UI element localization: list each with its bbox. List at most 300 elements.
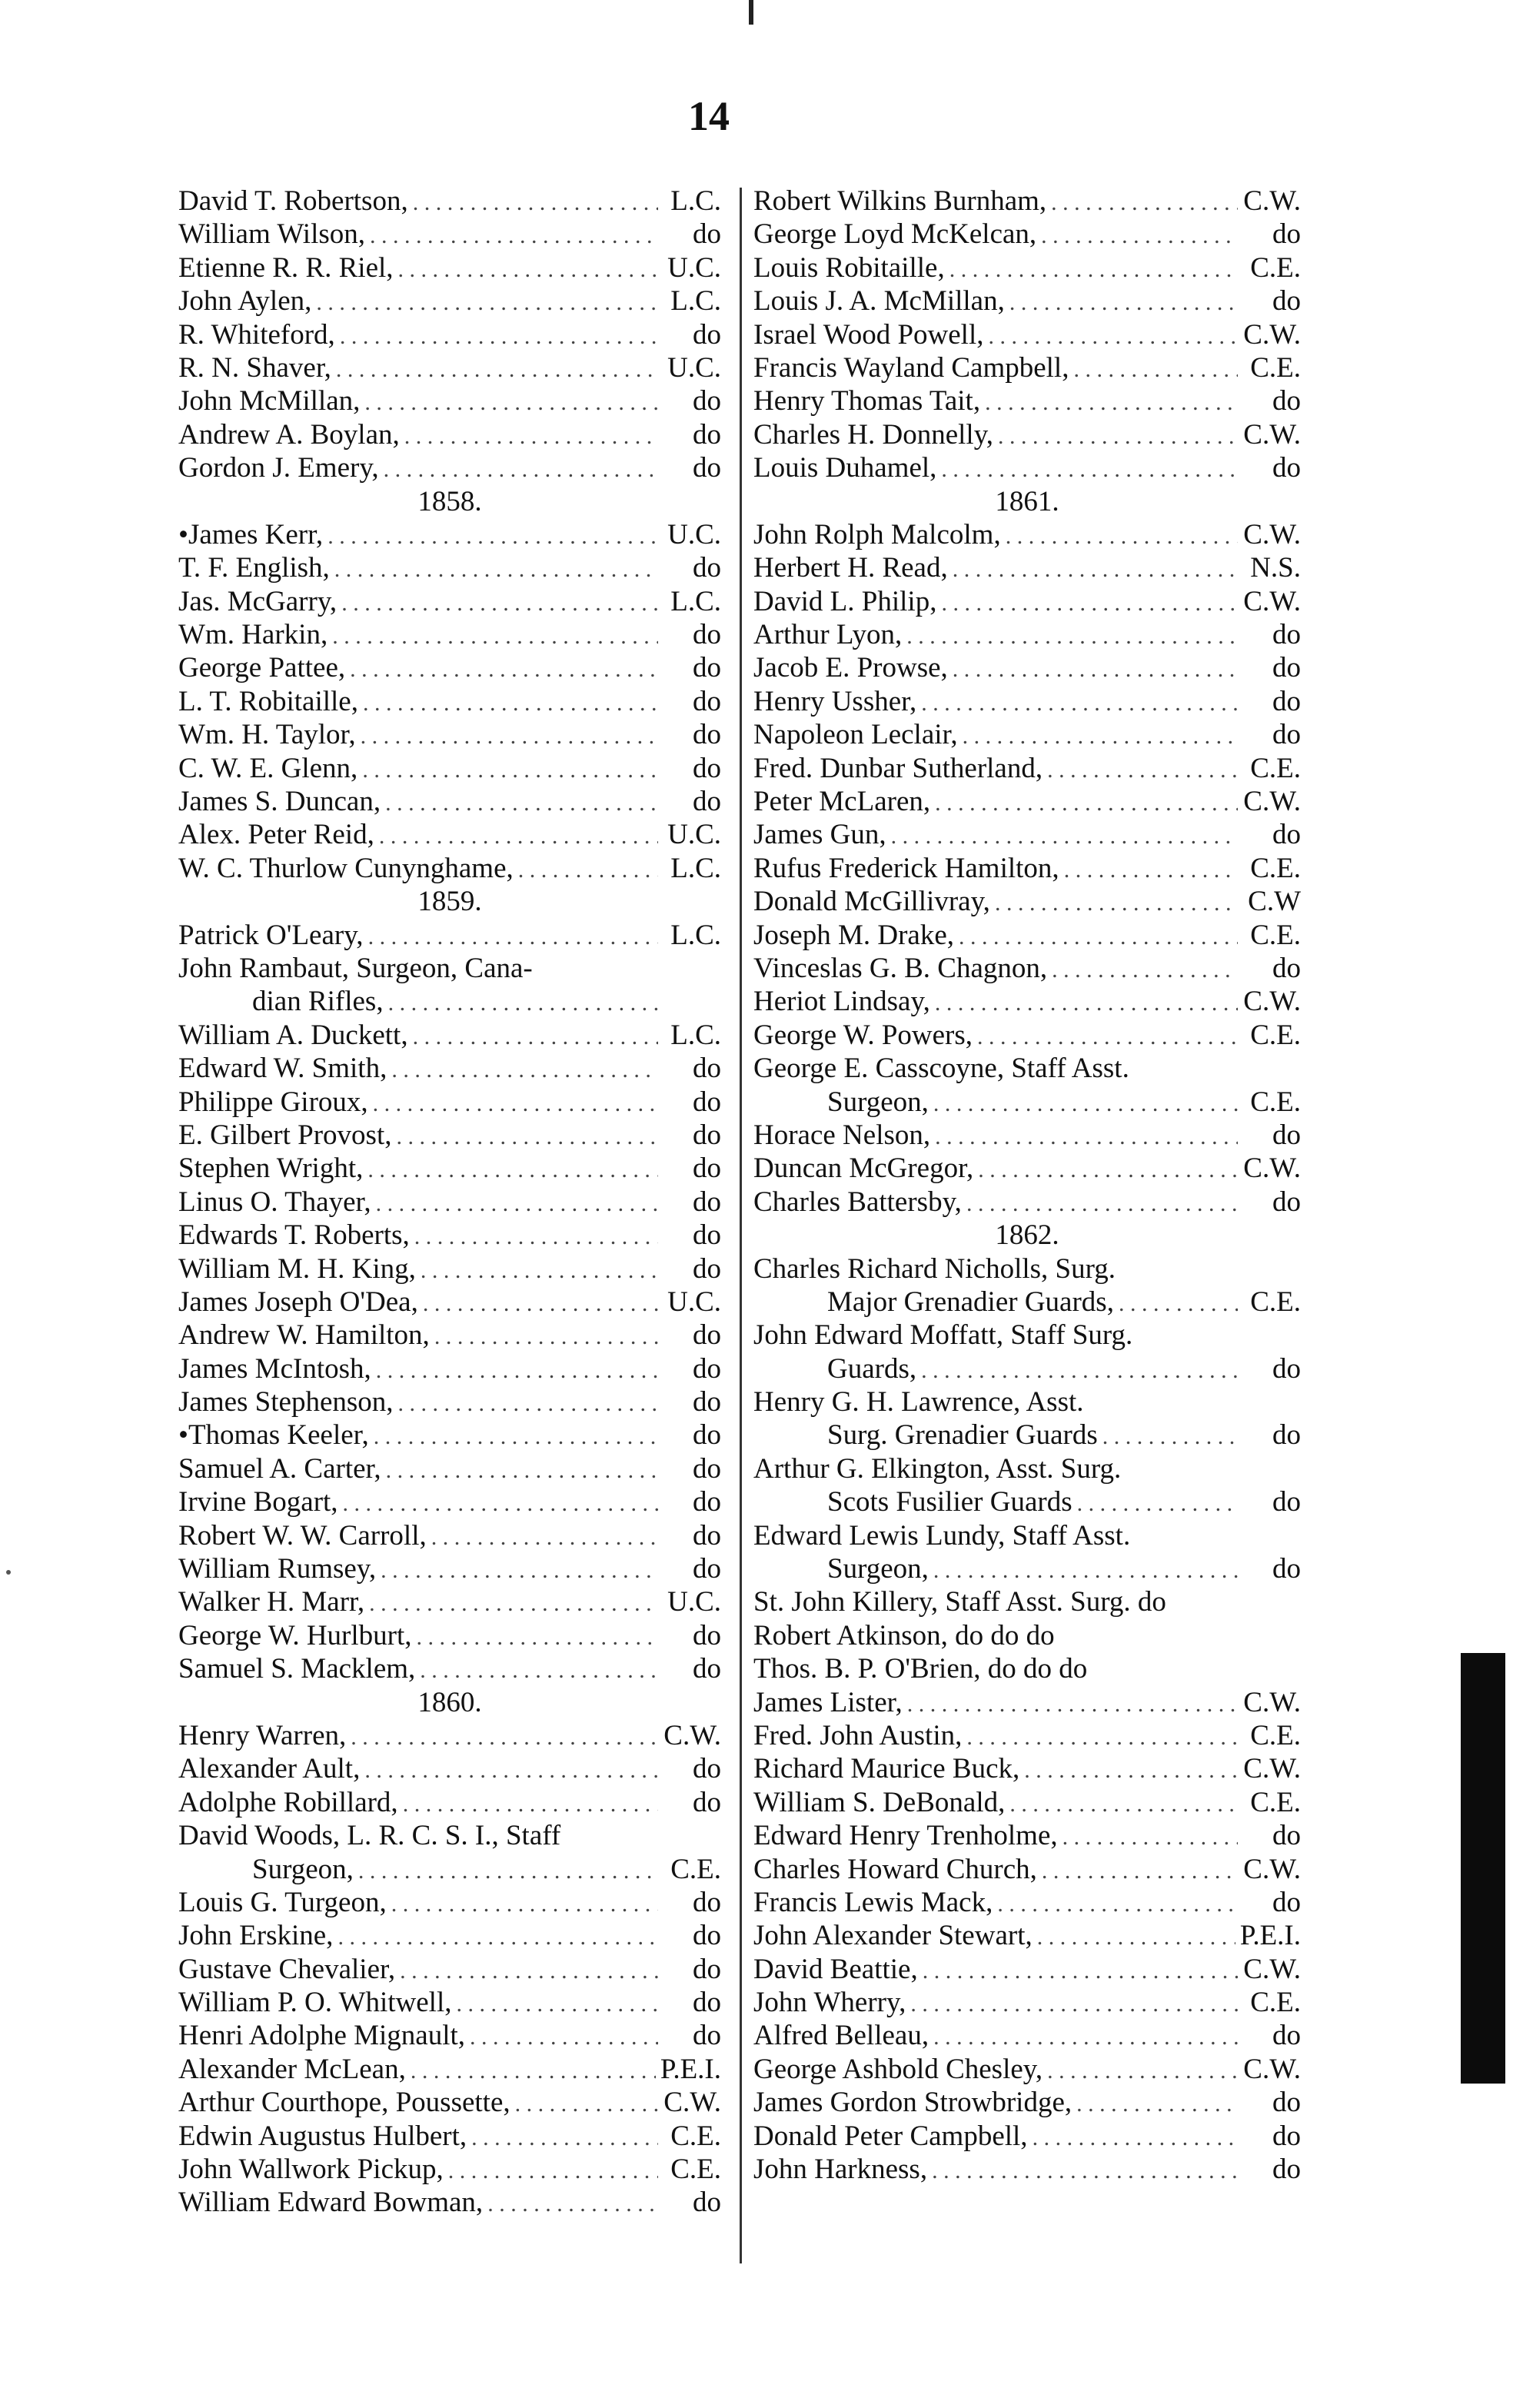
entry-name: John Rolph Malcolm,	[753, 518, 1001, 550]
dot-leader	[985, 386, 1238, 419]
dot-leader	[340, 320, 658, 353]
entry-name: Etienne R. R. Riel,	[178, 251, 394, 284]
entry-region: C.W.	[1243, 1853, 1301, 1885]
dot-leader	[989, 320, 1239, 353]
entry-name: Peter McLaren,	[753, 786, 931, 818]
entry-name: Samuel A. Carter,	[178, 1452, 381, 1485]
entry-name: Donald McGillivray,	[753, 886, 990, 918]
list-item	[178, 1886, 721, 1919]
entry-name: Robert Atkinson, do do do	[753, 1619, 1055, 1651]
list-item	[753, 818, 1301, 851]
entry-region: do	[693, 452, 721, 484]
dot-leader	[434, 1320, 658, 1353]
entry-region: do	[693, 685, 721, 717]
entry-region: do	[693, 2020, 721, 2052]
entry-name: Henry Thomas Tait,	[753, 385, 981, 417]
list-item	[753, 518, 1301, 551]
entry-name: Herbert H. Read,	[753, 552, 948, 584]
entry-region: do	[1272, 2120, 1301, 2152]
entry-name: David Beattie,	[753, 1953, 918, 1985]
dot-leader	[364, 386, 658, 419]
entry-name: George Pattee,	[178, 652, 346, 684]
list-item	[178, 1186, 721, 1219]
list-item	[753, 1119, 1301, 1152]
dot-leader	[921, 1354, 1238, 1387]
dot-leader	[376, 1187, 658, 1220]
list-item	[753, 1186, 1301, 1219]
dot-leader	[373, 1087, 658, 1120]
list-item	[178, 985, 721, 1018]
list-item	[178, 718, 721, 751]
list-item	[178, 251, 721, 284]
list-item	[753, 651, 1301, 684]
entry-name: George W. Powers,	[753, 1019, 973, 1051]
entry-name: Samuel S. Macklem,	[178, 1653, 416, 1685]
dot-leader	[471, 2121, 658, 2154]
entry-name: Edwin Augustus Hulbert,	[178, 2120, 467, 2152]
entry-region: do	[693, 2187, 721, 2219]
list-item	[178, 1619, 721, 1652]
dot-leader	[367, 1153, 658, 1186]
entry-region: C.E.	[1250, 1987, 1301, 2019]
list-item	[178, 518, 721, 551]
dot-leader	[1052, 953, 1238, 986]
entry-region: C.W.	[663, 2087, 721, 2119]
entry-name: Andrew A. Boylan,	[178, 418, 400, 451]
entry-name: Thos. B. P. O'Brien, do do do	[753, 1653, 1088, 1685]
list-item	[178, 1819, 721, 1852]
entry-region: do	[693, 1152, 721, 1185]
entry-name: William Wilson,	[178, 218, 365, 251]
entry-region: do	[1272, 1820, 1301, 1852]
dot-leader	[1042, 1854, 1238, 1887]
entry-region: C.W.	[1243, 418, 1301, 451]
dot-leader	[1064, 853, 1238, 886]
list-item	[753, 618, 1301, 651]
list-item	[178, 218, 721, 251]
list-item	[753, 885, 1301, 918]
entry-region: C.E.	[1250, 1786, 1301, 1818]
entry-region: C.E.	[1250, 351, 1301, 384]
entry-name: John McMillan,	[178, 385, 361, 417]
entry-name: Rufus Frederick Hamilton,	[753, 852, 1059, 884]
dot-leader	[1076, 2087, 1238, 2120]
entry-region: do	[1272, 2020, 1301, 2052]
entry-region: do	[693, 1352, 721, 1385]
entry-region: C.W.	[1243, 2053, 1301, 2085]
dot-leader	[370, 219, 658, 252]
top-edge-mark	[749, 0, 753, 25]
list-item	[753, 2120, 1301, 2153]
dot-leader	[374, 1420, 658, 1453]
dot-leader	[421, 1254, 658, 1287]
dot-leader	[361, 720, 658, 753]
list-item	[753, 1485, 1301, 1518]
entry-name: •Thomas Keeler,	[178, 1419, 369, 1452]
entry-region: C.E.	[670, 2154, 721, 2186]
entry-region: L.C.	[670, 285, 721, 318]
dot-leader	[1006, 520, 1238, 553]
entry-region: C.E.	[670, 1853, 721, 1885]
dot-leader	[403, 1788, 658, 1821]
page-number: 14	[688, 93, 730, 139]
entry-name: James Joseph O'Dea,	[178, 1285, 418, 1318]
list-item	[753, 1719, 1301, 1752]
entry-region: do	[1272, 2087, 1301, 2119]
list-item	[753, 1652, 1301, 1685]
entry-name: W. C. Thurlow Cunynghame,	[178, 852, 514, 884]
entry-region: C.W	[1248, 886, 1301, 918]
entry-name: John Aylen,	[178, 285, 312, 318]
list-item	[178, 1953, 721, 1986]
entry-region: C.W.	[1243, 786, 1301, 818]
entry-name: Jacob E. Prowse,	[753, 652, 948, 684]
list-item	[178, 2153, 721, 2186]
list-item	[178, 1419, 721, 1452]
dot-leader	[376, 1354, 658, 1387]
dot-leader	[966, 1187, 1238, 1220]
entry-region: do	[693, 719, 721, 751]
entry-name: Surg. Grenadier Guards	[827, 1419, 1098, 1452]
list-item	[753, 1252, 1301, 1285]
dot-leader	[448, 2154, 658, 2187]
list-item	[753, 2153, 1301, 2186]
dot-leader	[413, 186, 658, 219]
entry-region: L.C.	[670, 852, 721, 884]
dot-leader	[1047, 753, 1238, 787]
entry-region: do	[693, 1319, 721, 1352]
entry-name: E. Gilbert Provost,	[178, 1119, 392, 1151]
list-item	[753, 1986, 1301, 2019]
entry-region: C.W.	[1243, 1753, 1301, 1785]
dot-leader	[363, 687, 658, 720]
list-item	[753, 1752, 1301, 1785]
entry-name: John Wherry,	[753, 1987, 906, 2019]
list-item	[753, 1519, 1301, 1552]
entry-name: Louis G. Turgeon,	[178, 1886, 387, 1918]
entry-region: P.E.I.	[1239, 1920, 1301, 1952]
entry-region: do	[693, 1619, 721, 1651]
entry-region: do	[1272, 1419, 1301, 1452]
list-item	[178, 585, 721, 618]
entry-region: do	[693, 1219, 721, 1252]
entry-region: do	[693, 1086, 721, 1118]
entry-region: do	[1272, 685, 1301, 717]
entry-region: do	[1272, 719, 1301, 751]
entry-name: Linus O. Thayer,	[178, 1186, 371, 1218]
list-item	[178, 1452, 721, 1485]
entry-region: L.C.	[670, 585, 721, 617]
entry-name: Gordon J. Emery,	[178, 452, 379, 484]
entry-region: C.W.	[1243, 318, 1301, 351]
list-item	[753, 1319, 1301, 1352]
list-item	[753, 585, 1301, 618]
dot-leader	[995, 886, 1238, 920]
entry-region: do	[1272, 285, 1301, 318]
entry-name: George E. Casscoyne, Staff Asst.	[753, 1053, 1129, 1085]
list-item	[178, 185, 721, 218]
entry-name: Henry Warren,	[178, 1719, 347, 1751]
dot-leader	[953, 553, 1238, 586]
list-item	[753, 284, 1301, 318]
list-item	[753, 1352, 1301, 1385]
list-item	[178, 2086, 721, 2119]
dot-leader	[388, 986, 658, 1019]
entry-region: do	[693, 1519, 721, 1552]
entry-region: U.C.	[667, 251, 721, 284]
dot-leader	[907, 1688, 1238, 1721]
entry-region: C.E.	[1250, 1019, 1301, 1051]
entry-name: Louis J. A. McMillan,	[753, 285, 1005, 318]
list-item	[753, 685, 1301, 718]
entry-region: do	[1272, 2154, 1301, 2186]
entry-region: do	[1272, 652, 1301, 684]
entry-name: Surgeon,	[252, 1853, 354, 1885]
entry-region: do	[1272, 1119, 1301, 1151]
year-label: 1860.	[417, 1686, 482, 1718]
entry-region: do	[693, 1953, 721, 1985]
dot-leader	[381, 1554, 658, 1587]
list-item	[178, 1019, 721, 1052]
entry-region: do	[1272, 452, 1301, 484]
entry-name: James Stephenson,	[178, 1386, 394, 1419]
entry-name: Henri Adolphe Mignault,	[178, 2020, 466, 2052]
list-item	[753, 1786, 1301, 1819]
list-item	[178, 1652, 721, 1685]
entry-name: William A. Duckett,	[178, 1019, 408, 1051]
entry-region: C.W.	[1243, 986, 1301, 1018]
list-item	[178, 284, 721, 318]
list-item	[753, 1886, 1301, 1919]
dot-leader	[906, 620, 1238, 653]
dot-leader	[431, 1521, 658, 1554]
entry-name: St. John Killery, Staff Asst. Surg. do	[753, 1586, 1166, 1618]
entry-name: Alexander McLean,	[178, 2053, 406, 2085]
dot-leader	[1077, 1487, 1238, 1520]
dot-leader	[921, 687, 1238, 720]
list-item	[178, 351, 721, 384]
year-label: 1859.	[417, 886, 482, 918]
dot-leader	[977, 1020, 1238, 1053]
entry-name: James McIntosh,	[178, 1352, 371, 1385]
list-item	[178, 1119, 721, 1152]
entry-name: Francis Lewis Mack,	[753, 1886, 993, 1918]
entry-region: N.S.	[1250, 552, 1301, 584]
list-item	[178, 1086, 721, 1119]
left-column	[178, 185, 721, 2220]
entry-name: Robert W. W. Carroll,	[178, 1519, 427, 1552]
list-item	[753, 985, 1301, 1018]
list-item	[753, 185, 1301, 218]
entry-region: C.W.	[663, 1719, 721, 1751]
entry-region: U.C.	[667, 1285, 721, 1318]
list-item	[753, 1019, 1301, 1052]
dot-leader	[351, 1721, 658, 1754]
entry-name: Irvine Bogart,	[178, 1486, 338, 1518]
list-item	[753, 218, 1301, 251]
dot-leader	[933, 1087, 1238, 1120]
dot-leader	[518, 853, 658, 886]
list-item	[753, 919, 1301, 952]
list-item	[753, 952, 1301, 985]
list-item	[753, 1052, 1301, 1085]
entry-region: do	[1272, 1486, 1301, 1518]
dot-leader	[933, 2021, 1238, 2054]
dot-leader	[959, 920, 1238, 953]
entry-region: L.C.	[670, 1019, 721, 1051]
entry-name: Patrick O'Leary,	[178, 919, 364, 951]
list-item	[753, 752, 1301, 785]
list-item	[178, 2019, 721, 2052]
list-item	[753, 1285, 1301, 1319]
list-item	[753, 1619, 1301, 1652]
list-item	[178, 451, 721, 484]
entry-region: U.C.	[667, 1586, 721, 1618]
entry-region: do	[693, 1386, 721, 1419]
dot-leader	[953, 653, 1238, 686]
dot-leader	[923, 1954, 1238, 1987]
dot-leader	[336, 353, 658, 386]
entry-region: C.W.	[1243, 1152, 1301, 1185]
list-item	[178, 551, 721, 584]
dot-leader	[932, 2154, 1238, 2187]
dot-leader	[935, 787, 1238, 820]
entry-region: do	[693, 1920, 721, 1952]
dot-leader	[341, 587, 658, 620]
entry-name: Arthur Courthope, Poussette,	[178, 2087, 510, 2119]
entry-region: do	[693, 1419, 721, 1452]
entry-name: Louis Robitaille,	[753, 251, 945, 284]
dot-leader	[413, 1020, 658, 1053]
dot-leader	[456, 1987, 658, 2021]
entry-name: Charles H. Donnelly,	[753, 418, 994, 451]
entry-region: do	[693, 1053, 721, 1085]
list-item	[178, 785, 721, 818]
entry-name: Philippe Giroux,	[178, 1086, 368, 1118]
entry-region: C.W.	[1243, 1953, 1301, 1985]
entry-region: do	[1272, 1553, 1301, 1585]
entry-region: do	[693, 1786, 721, 1818]
dot-leader	[386, 1454, 658, 1487]
entry-region: P.E.I.	[660, 2053, 721, 2085]
entry-name: George Ashbold Chesley,	[753, 2053, 1043, 2085]
list-item	[753, 2086, 1301, 2119]
entry-name: R. Whiteford,	[178, 318, 335, 351]
list-item	[753, 1385, 1301, 1419]
entry-region: C.W.	[1243, 1686, 1301, 1718]
dot-leader	[1062, 1821, 1238, 1854]
entry-name: Henry Ussher,	[753, 685, 917, 717]
entry-name: R. N. Shaver,	[178, 351, 331, 384]
dot-leader	[338, 1921, 658, 1954]
entry-region: do	[693, 385, 721, 417]
dot-leader	[470, 2021, 658, 2054]
entry-region: C.E.	[1250, 1086, 1301, 1118]
list-item	[178, 1552, 721, 1585]
entry-name: Francis Wayland Campbell,	[753, 351, 1069, 384]
entry-name: Horace Nelson,	[753, 1119, 931, 1151]
entry-name: Napoleon Leclair,	[753, 719, 958, 751]
entry-name: Charles Howard Church,	[753, 1853, 1037, 1885]
list-item	[178, 1853, 721, 1886]
list-item	[178, 1752, 721, 1785]
entry-region: C.E.	[1250, 752, 1301, 784]
entry-region: C.E.	[1250, 852, 1301, 884]
entry-region: do	[1272, 218, 1301, 251]
entry-region: do	[1272, 952, 1301, 984]
list-item	[178, 1219, 721, 1252]
dot-leader	[385, 787, 658, 820]
entry-name: Stephen Wright,	[178, 1152, 364, 1185]
list-item	[178, 919, 721, 952]
list-item	[178, 1285, 721, 1319]
list-item	[753, 1552, 1301, 1585]
entry-region: do	[693, 318, 721, 351]
list-item	[178, 1152, 721, 1185]
entry-name: Charles Richard Nicholls, Surg.	[753, 1252, 1116, 1285]
entry-name: Gustave Chevalier,	[178, 1953, 396, 1985]
dot-leader	[1009, 286, 1238, 319]
entry-region: do	[1272, 619, 1301, 651]
dot-leader	[411, 2054, 656, 2087]
dot-leader	[1024, 1754, 1238, 1787]
entry-region: do	[693, 1653, 721, 1685]
entry-name: Vinceslas G. B. Chagnon,	[753, 952, 1048, 984]
list-item	[178, 1485, 721, 1518]
entry-name: Alfred Belleau,	[753, 2020, 929, 2052]
list-item	[178, 1919, 721, 1952]
entry-name: Alexander Ault,	[178, 1753, 361, 1785]
year-heading	[178, 885, 721, 918]
entry-region: do	[1272, 385, 1301, 417]
entry-region: C.E.	[1250, 1285, 1301, 1318]
list-item	[178, 1052, 721, 1085]
entry-name: David Woods, L. R. C. S. I., Staff	[178, 1820, 561, 1852]
entry-name: Fred. John Austin,	[753, 1719, 963, 1751]
dot-leader	[1119, 1287, 1238, 1320]
entry-name: Joseph M. Drake,	[753, 919, 955, 951]
entry-name: Alex. Peter Reid,	[178, 819, 374, 851]
entry-region: do	[693, 1119, 721, 1151]
entry-name: Wm. H. Taylor,	[178, 719, 356, 751]
dot-leader	[966, 1721, 1238, 1754]
dot-leader	[941, 453, 1238, 486]
dot-leader	[935, 986, 1238, 1019]
entry-name: George W. Hurlburt,	[178, 1619, 412, 1651]
entry-region: do	[693, 1252, 721, 1285]
list-item	[178, 1585, 721, 1618]
year-heading	[178, 1686, 721, 1719]
entry-region: do	[693, 652, 721, 684]
dot-leader	[487, 2187, 658, 2220]
right-column	[753, 185, 1301, 2186]
entry-name: •James Kerr,	[178, 518, 324, 550]
dot-leader	[998, 420, 1238, 453]
entry-name: Wm. Harkin,	[178, 619, 328, 651]
dot-leader	[391, 1887, 658, 1921]
entry-name: L. T. Robitaille,	[178, 685, 358, 717]
list-item	[753, 852, 1301, 885]
dot-leader	[1037, 1921, 1235, 1954]
entry-region: do	[693, 552, 721, 584]
dot-leader	[368, 920, 658, 953]
entry-name: dian Rifles,	[252, 986, 384, 1018]
dot-leader	[379, 820, 658, 853]
dot-leader	[933, 1554, 1238, 1587]
dot-leader	[328, 520, 658, 553]
entry-name: Louis Duhamel,	[753, 452, 937, 484]
entry-region: do	[693, 1452, 721, 1485]
